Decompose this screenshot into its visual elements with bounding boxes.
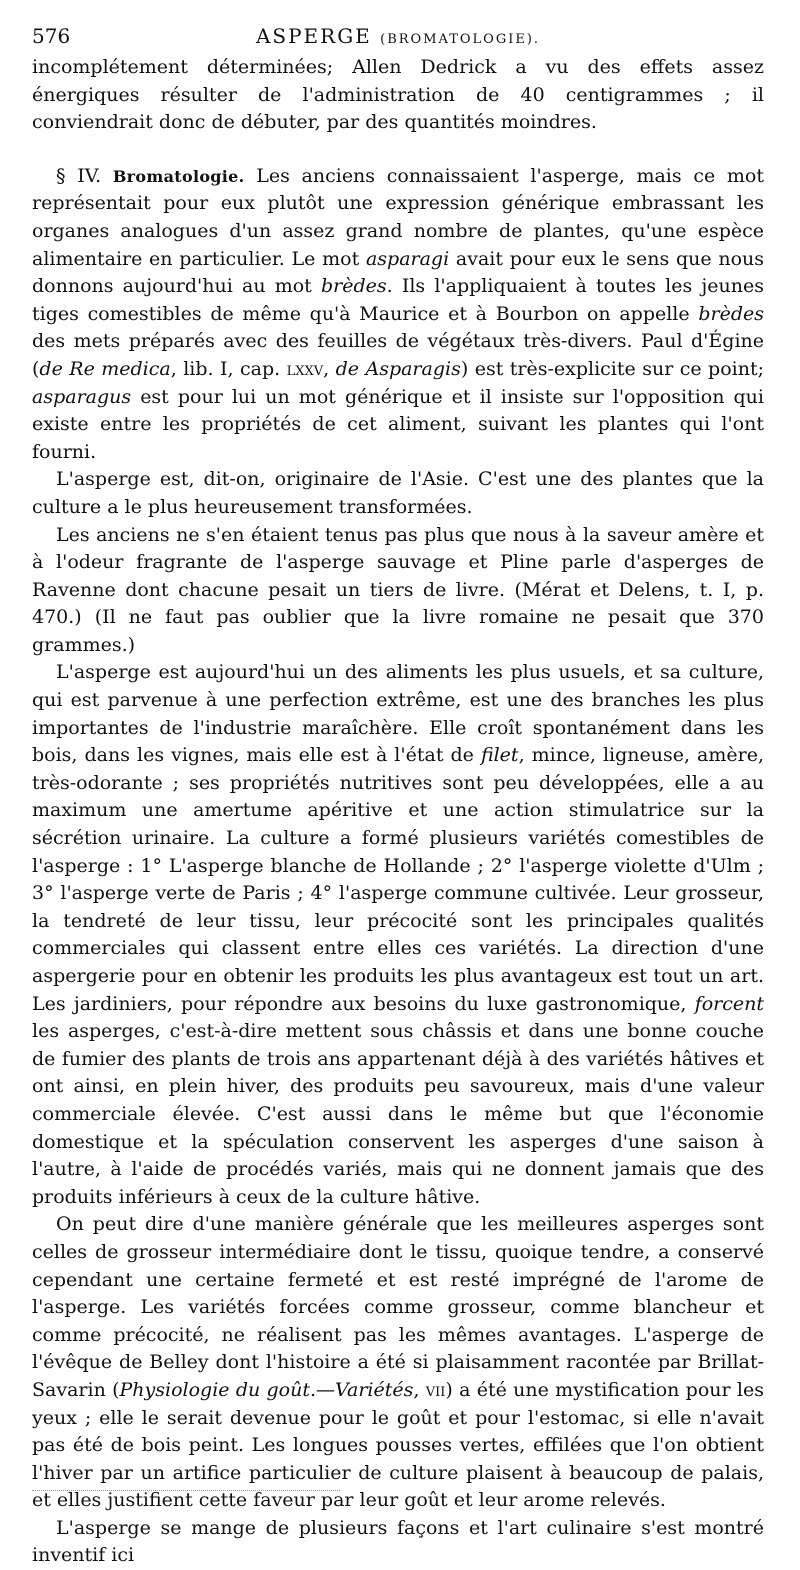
paragraph-p5 [32,1211,764,1515]
text-run: avait pour eux le sens que nous donnons aujourd'hui au mot [32,247,764,298]
running-title [92,24,764,48]
text-run: , [323,357,336,380]
italic-run: de Asparagis [335,357,461,380]
italic-run: asparagi [365,247,450,270]
text-body [32,54,764,1570]
text-run: On peut dire d'une manière générale que les meilleures asperges sont celles de grosseur intermédiaire dont le tissu, quoique tendre, a conservé cependant une certaine fermeté et est resté imprégné de l'arome de l'asperge. Les variétés forcées comme grosseur, comme blancheur et comme précocité, ne réalisent pas les mêmes avantages. L'asperge de l'évêque de Belley dont l'histoire a été si plaisamment racontée par Brillat-Savarin ( [32,1213,764,1401]
text-run: L'asperge se mange de plusieurs façons et l'art culinaire s'est montré inventif ici [32,1516,764,1567]
running-title-main: ASPERGE [255,24,372,48]
paragraph-p1 [32,163,764,467]
roman-numeral: lxxv [286,357,324,380]
text-run: L'asperge est aujourd'hui un des aliments les plus usuels, et sa culture, qui est parvenue à une perfection extrême, est une des branches les plus importantes de l'industrie maraîchère. Elle croît spontanément dans les bois, dans les vignes, mais elle est à l'état de [32,661,764,767]
italic-run: asparagus [32,385,132,408]
text-run: . Ils l'appliquaient à toutes les jeunes tiges comestibles de même qu'à Maurice et à Bourbon on appelle [32,275,764,325]
italic-run: filet [480,744,519,767]
italic-run: de Re medica [39,357,171,380]
section-heading: Bromatologie. [112,166,245,186]
text-run: , mince, ligneuse, amère, très-odorante ; ses propriétés nutritives sont peu développées, elle a au maximum une amertume apéritive et une action stimulatrice sur la sécrétion urinaire. La culture a formé plusieurs variétés comestibles de l'asperge : 1° L'asperge blanche de Hollande ; 2° l'asperge violette d'Ulm ; 3° l'asperge verte de Paris ; 4° l'asperge commune cultivée. Leur grosseur, la tendreté de leur tissu, leur précocité sont les principales qualités commerciales qui classent entre elles ces variétés. La direction d'une aspergerie pour en obtenir les produits les plus avantageux est tout un art. Les jardiniers, pour répondre aux besoins du luxe gastronomique, [32,744,764,1015]
italic-run: forcent [694,992,764,1015]
text-run: L'asperge est, dit-on, originaire de l'Asie. C'est une des plantes que la culture a le plus heureusement transformées. [32,468,764,518]
roman-numeral: vii [425,1378,446,1401]
text-run: ) est très-explicite sur ce point; [460,357,764,380]
bottom-rule [32,1490,340,1492]
text-run: Les anciens ne s'en étaient tenus pas plus que nous à la saveur amère et à l'odeur fragrante de l'asperge sauvage et Pline parle d'asperges de Ravenne dont chacune pesait un tiers de livre. (Mérat et Delens, t. I, p. 470.) (Il ne faut pas oublier que la livre romaine ne pesait que 370 grammes.) [32,523,764,656]
italic-run: Physiologie du goût.—Variétés [119,1378,414,1401]
paragraph-p2 [32,466,764,521]
section-gap [32,137,764,163]
page-number: 576 [32,24,71,48]
paragraph-p4 [32,659,764,1211]
text-run: incomplétement déterminées; Allen Dedrick a vu des effets assez énergiques résulter de l'administration de 40 centigrammes ; il conviendrait donc de débuter, par des quantités moindres. [32,56,764,134]
text-run: les asperges, c'est-à-dire mettent sous châssis et dans une bonne couche de fumier des plants de trois ans appartenant déjà à des variétés hâtives et ont ainsi, en plein hiver, des produits peu savoureux, mais d'une valeur commerciale élevée. C'est aussi dans le même but que l'économie domestique et la spéculation conservent les asperges d'une saison à l'autre, à l'aide de procédés variés, mais qui ne donnent jamais que des produits inférieurs à ceux de la culture hâtive. [32,1020,764,1208]
running-title-subtitle: (BROMATOLOGIE). [380,32,541,47]
text-run: des mets préparés avec des feuilles de végétaux très-divers. Paul d'Égine ( [32,330,764,380]
section-number: § IV. [56,164,113,187]
running-head [32,24,764,54]
paragraph-p3 [32,522,764,660]
text-run: , lib. I, cap. [170,357,287,380]
paragraph-p0 [32,54,764,137]
text-run: Les anciens connaissaient l'asperge, mais ce mot représentait pour eux plutôt une expression générique embrassant les organes analogues d'un assez grand nombre de plantes, qu'une espèce alimentaire en particulier. Le mot [32,164,765,270]
italic-run: brèdes [698,302,764,325]
text-run: ) a été une mystification pour les yeux ; elle le serait devenue pour le goût et pour l'estomac, si elle n'avait pas été de bois peint. Les longues pousses vertes, effilées que l'on obtient l'hiver par un artifice particulier de culture plaisent à beaucoup de palais, et elles justifient cette faveur par leur goût et leur arome relevés. [32,1378,764,1512]
text-run: , [413,1378,426,1401]
paragraph-p6 [32,1515,764,1570]
text-run: est pour lui un mot générique et il insiste sur l'opposition qui existe entre les propriétés de cet aliment, suivant les plantes qui l'ont fourni. [32,385,764,463]
italic-run: brèdes [320,275,387,298]
